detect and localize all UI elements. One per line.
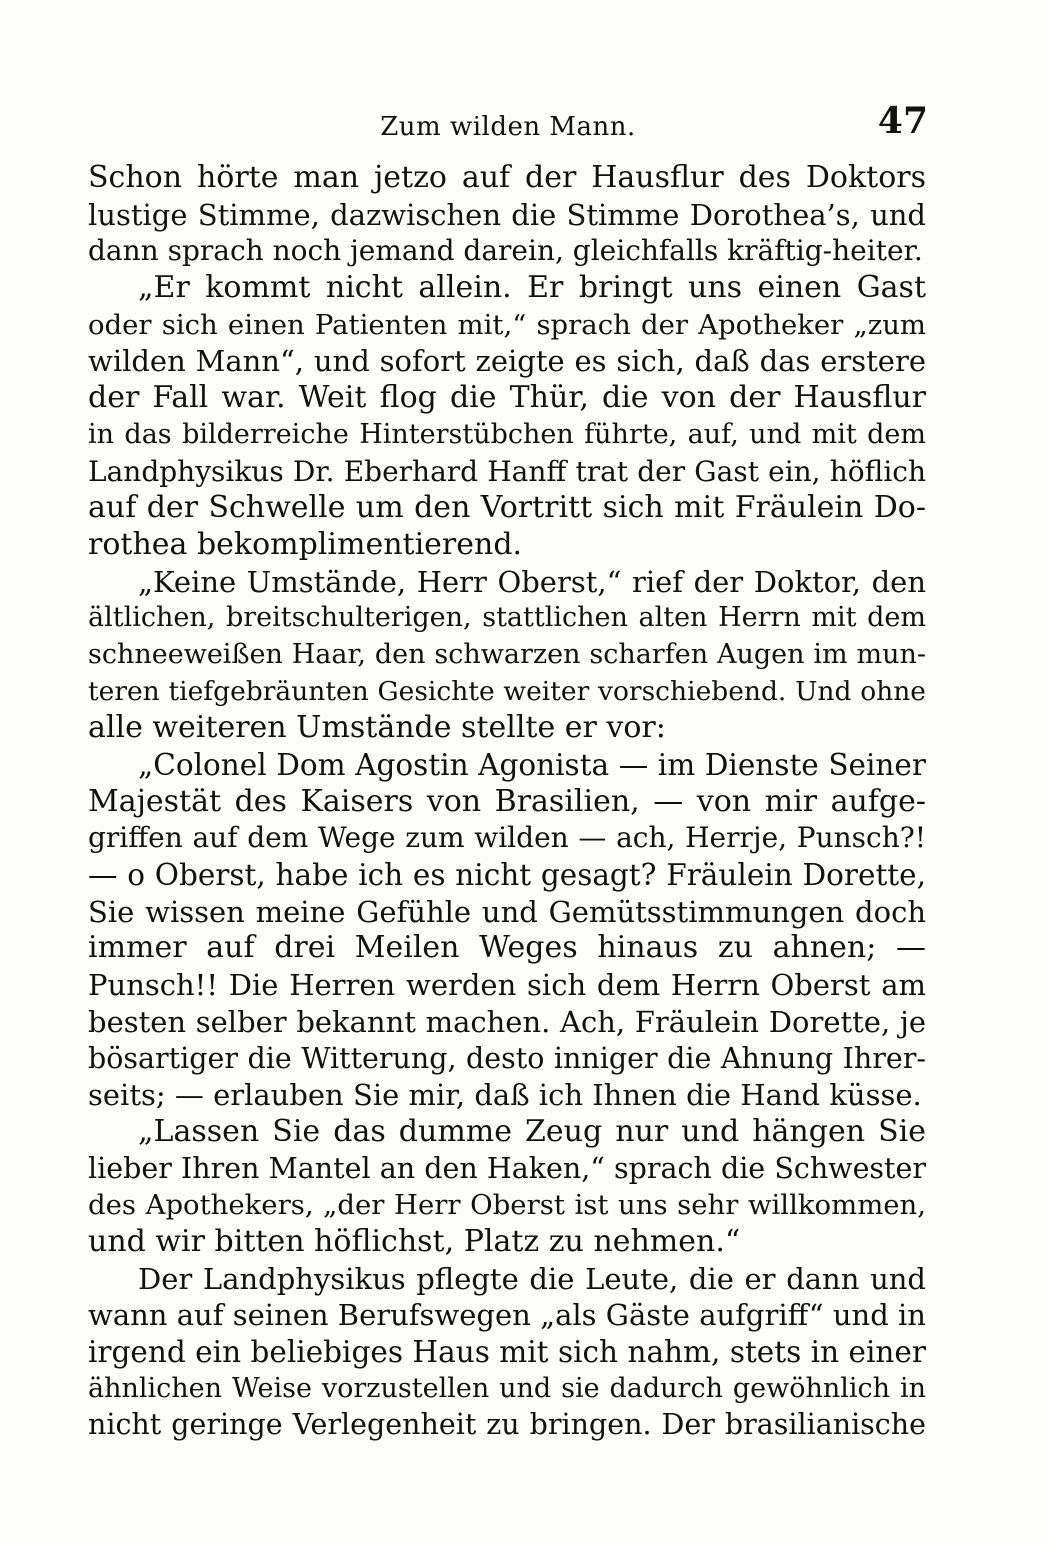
text-line: schneeweißen Haar, den schwarzen scharfen Augen im mun- [88, 638, 926, 670]
text-line: rothea bekomplimentierend. [88, 526, 523, 562]
text-line: „Colonel Dom Agostin Agonista — im Dienste Seiner [138, 748, 926, 782]
body-text [88, 160, 926, 1444]
text-line: immer auf drei Meilen Weges hinaus zu ahnen; — [88, 930, 926, 966]
text-line: Der Landphysikus pflegte die Leute, die er dann und [138, 1261, 926, 1296]
text-line: griffen auf dem Wege zum wilden — ach, Herrje, Punsch?! [88, 821, 926, 855]
running-title: Zum wilden Mann. [380, 112, 636, 142]
text-line: alle weiteren Umstände stellte er vor: [88, 710, 666, 746]
text-line: bösartiger die Witterung, desto inniger die Ahnung Ihrer- [88, 1041, 926, 1075]
text-line: ähnlichen Weise vorzustellen und sie dadurch gewöhnlich in [88, 1372, 926, 1404]
text-line: Sie wissen meine Gefühle und Gemütsstimmungen doch [88, 894, 926, 929]
text-line: Landphysikus Dr. Eberhard Hanff trat der Gast ein, höflich [88, 454, 926, 488]
text-line: der Fall war. Weit flog die Thür, die von der Hausflur [88, 380, 926, 416]
text-line: dann sprach noch jemand darein, gleichfalls kräftig-heiter. [88, 234, 923, 268]
text-line: wilden Mann“, und sofort zeigte es sich, daß das erstere [88, 344, 926, 379]
text-line: teren tiefgebräunten Gesichte weiter vorschiebend. Und ohne [88, 675, 926, 707]
text-line: — o Oberst, habe ich es nicht gesagt? Fräulein Dorette, [88, 858, 926, 893]
page-header [88, 98, 928, 148]
text-line: oder sich einen Patienten mit,“ sprach der Apotheker „zum [88, 308, 926, 341]
text-line: besten selber bekannt machen. Ach, Fräulein Dorette, je [88, 1004, 926, 1039]
text-line: Punsch!! Die Herren werden sich dem Herrn Oberst am [88, 968, 926, 1003]
text-line: „Er kommt nicht allein. Er bringt uns einen Gast [138, 270, 926, 306]
text-line: lieber Ihren Mantel an den Haken,“ sprach die Schwester [88, 1151, 926, 1185]
text-line: lustige Stimme, dazwischen die Stimme Dorothea’s, und [88, 197, 926, 232]
text-line: Majestät des Kaisers von Brasilien, — von mir aufge- [88, 783, 926, 819]
text-line: seits; — erlauben Sie mir, daß ich Ihnen die Hand küsse. [88, 1078, 922, 1113]
page-number: 47 [877, 100, 928, 142]
text-line: „Keine Umstände, Herr Oberst,“ rief der Doktor, den [138, 564, 926, 599]
text-line: auf der Schwelle um den Vortritt sich mit Fräulein Do- [88, 490, 926, 526]
text-line: wann auf seinen Berufswegen „als Gäste aufgriff“ und in [88, 1298, 926, 1333]
text-line: nicht geringe Verlegenheit zu bringen. Der brasilianische [88, 1408, 926, 1442]
text-line: irgend ein beliebiges Haus mit sich nahm, stets in einer [88, 1335, 926, 1369]
text-line: Schon hörte man jetzo auf der Hausflur des Doktors [88, 160, 926, 195]
text-line: „Lassen Sie das dumme Zeug nur und hängen Sie [138, 1113, 926, 1149]
text-line: und wir bitten höflichst, Platz zu nehmen.“ [88, 1223, 741, 1259]
text-line: ältlichen, breitschulterigen, stattlichen alten Herrn mit dem [88, 602, 926, 634]
text-line: des Apothekers, „der Herr Oberst ist uns sehr willkommen, [88, 1189, 926, 1222]
text-line: in das bilderreiche Hinterstübchen führte, auf, und mit dem [88, 418, 926, 450]
